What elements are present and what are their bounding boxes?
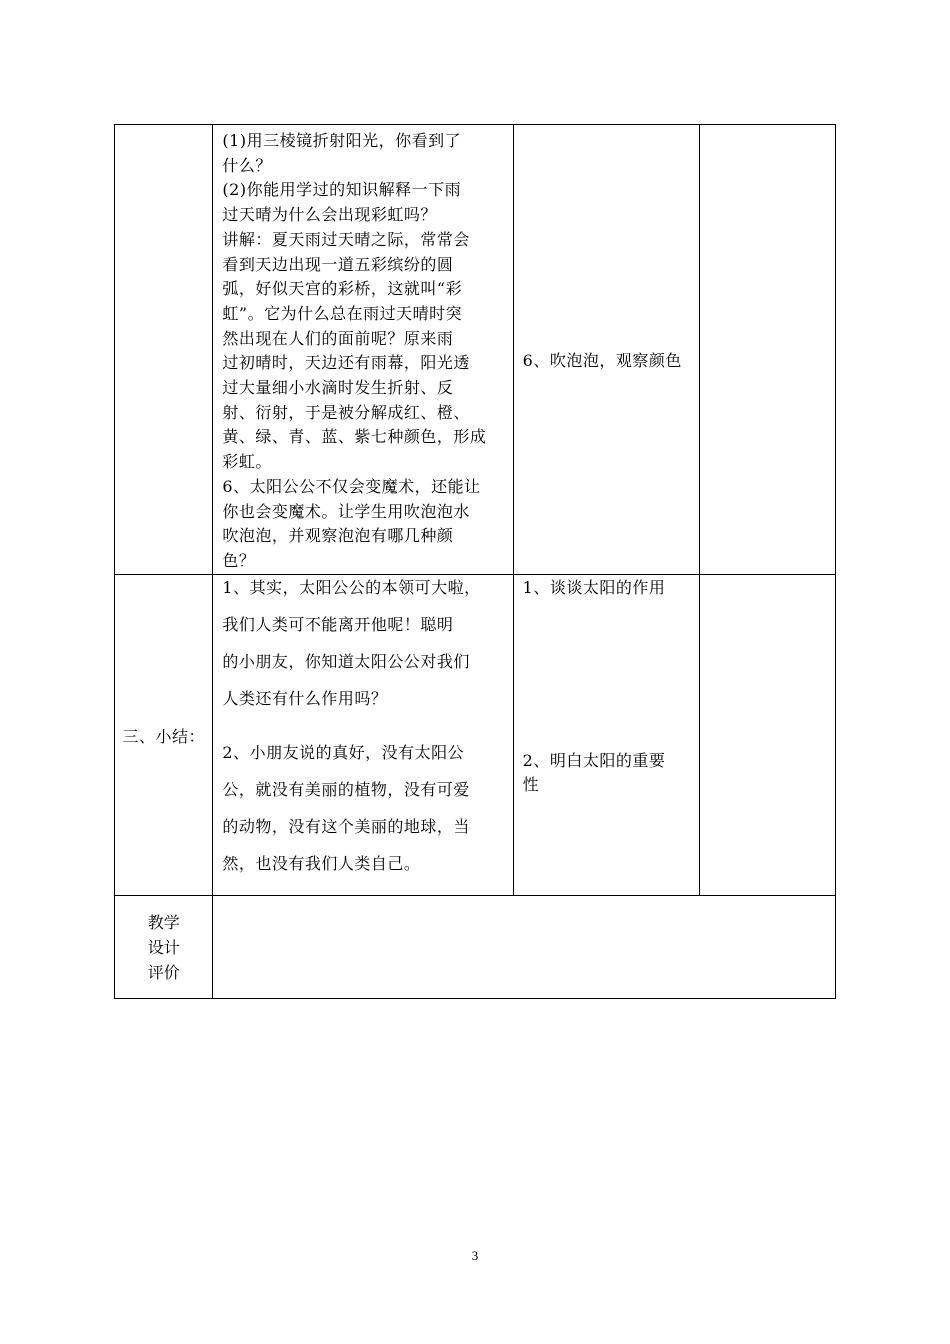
text-line: 人类还有什么作用吗？ — [222, 688, 388, 708]
text-line: 6、太阳公公不仅会变魔术，还能让 — [222, 476, 481, 496]
teacher-activity-cell — [213, 125, 513, 575]
page-number: 3 — [471, 1248, 479, 1263]
student-activity-1: 1、谈谈太阳的作用 — [522, 577, 666, 597]
text-line: 看到天边出现一道五彩缤纷的圆 — [222, 254, 454, 274]
student-activity-cell — [513, 125, 700, 575]
table-row — [115, 125, 836, 575]
text-line: 的动物，没有这个美丽的地球，当 — [222, 816, 470, 836]
text-line: 2、明白太阳的重要 — [522, 750, 666, 770]
evaluation-label-cell — [115, 895, 213, 998]
text-line: 然，也没有我们人类自己。 — [222, 853, 421, 873]
evaluation-label — [115, 896, 212, 985]
text-line: 过天晴为什么会出现彩虹吗？ — [222, 205, 437, 225]
teacher-activity-cell — [213, 574, 513, 895]
summary-part-1 — [222, 569, 506, 717]
text-line: 我们人类可不能离开他呢！聪明 — [222, 614, 454, 634]
text-line: (2)你能用学过的知识解释一下雨 — [222, 180, 462, 200]
student-activity-cell — [513, 574, 700, 895]
text-line: 吹泡泡，并观察泡泡有哪几种颜 — [222, 526, 454, 546]
notes-cell — [700, 125, 836, 575]
student-activity-2 — [523, 749, 694, 797]
summary-text — [213, 569, 512, 882]
text-line: 什么？ — [222, 155, 272, 175]
text-line: 你也会变魔术。让学生用吹泡泡水 — [222, 501, 470, 521]
text-line: 性 — [522, 774, 540, 794]
text-line: 彩虹。 — [222, 452, 272, 472]
text-line: 讲解：夏天雨过天晴之际，常常会 — [222, 229, 470, 249]
table-row — [115, 574, 836, 895]
evaluation-content-cell — [213, 895, 836, 998]
text-line: 1、其实，太阳公公的本领可大啦， — [222, 577, 481, 597]
text-line: 教学 — [147, 912, 180, 932]
text-line: 然出现在人们的面前呢？原来雨 — [222, 328, 454, 348]
text-line: 评价 — [147, 962, 180, 982]
text-line: 过初晴时，天边还有雨幕，阳光透 — [222, 353, 470, 373]
text-line: 的小朋友，你知道太阳公公对我们 — [222, 651, 470, 671]
student-activity-text: 6、吹泡泡，观察颜色 — [522, 351, 682, 370]
teacher-activity-text — [213, 125, 512, 574]
table-row — [115, 895, 836, 998]
text-line: 射、衍射，于是被分解成红、橙、 — [222, 402, 470, 422]
stage-cell — [115, 574, 213, 895]
summary-part-2 — [222, 734, 506, 882]
stage-cell — [115, 125, 213, 575]
text-line: 过大量细小水滴时发生折射、反 — [222, 378, 454, 398]
text-line: 2、小朋友说的真好，没有太阳公 — [222, 742, 465, 762]
text-line: 弧，好似天宫的彩桥，这就叫“彩 — [222, 279, 463, 299]
text-line: 设计 — [147, 937, 180, 957]
text-line: (1)用三棱镜折射阳光，你看到了 — [222, 131, 462, 150]
text-line: 公，就没有美丽的植物，没有可爱 — [222, 779, 470, 799]
text-line: 虹”。它为什么总在雨过天晴时突 — [222, 303, 463, 323]
notes-cell — [700, 574, 836, 895]
stage-label: 三、小结： — [122, 726, 205, 746]
text-line: 黄、绿、青、蓝、紫七种颜色，形成 — [222, 427, 487, 447]
lesson-plan-table — [114, 124, 836, 999]
text-line: 色？ — [222, 550, 256, 570]
